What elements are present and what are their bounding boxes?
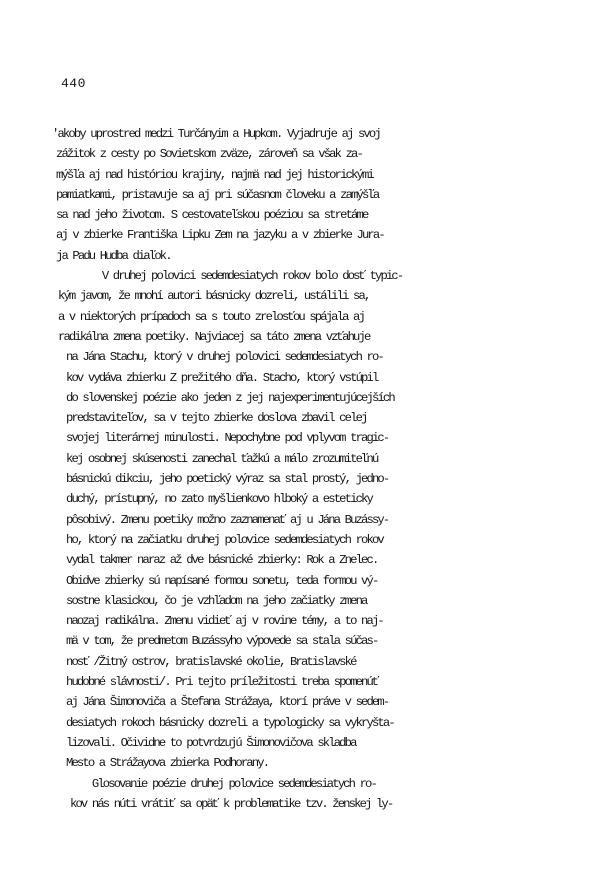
text-line: radikálna zmena poetiky. Najviacej sa táto zmena vzťahuje	[58, 329, 370, 344]
text-line: a v niektorých prípadoch sa s touto zrelosťou spájala aj	[58, 309, 364, 324]
text-line: mä v tom, že predmetom Buzássyho výpovede sa stala súčas-	[66, 634, 378, 649]
text-line: kej osobnej skúsenosti zanechal ťažkú a málo zrozumiteľnú	[66, 451, 378, 466]
text-line: vydal takmer naraz až dve básnické zbierky: Rok a Znelec.	[66, 553, 378, 568]
text-line: zážitok z cesty po Sovietskom zväze, zároveň sa však za-	[56, 147, 362, 162]
text-line: sostne klasickou, čo je vzhľadom na jeho začiatky zmena	[66, 593, 367, 608]
text-line: ja Padu Hudba diaľok.	[56, 248, 171, 263]
text-line: naozaj radikálna. Zmenu vidieť aj v rovine témy, a to naj-	[66, 614, 383, 629]
text-line: svojej literárnej minulosti. Nepochybne pod vplyvom tragic-	[66, 431, 389, 446]
text-line: kov nás núti vrátiť sa opäť k problematike tzv. ženskej ly-	[70, 796, 393, 811]
text-line: mýšľa aj nad históriou krajiny, najmä nad jej historickými	[56, 167, 373, 182]
text-line: duchý, prístupný, no zato myšlienkovo hlboký a esteticky	[66, 492, 372, 507]
text-line: kov vydáva zbierku Z prežitého dňa. Stacho, ktorý vstúpil	[66, 370, 378, 385]
text-line: Mesto a Strážayova zbierka Podhorany.	[66, 756, 269, 771]
text-line: ho, ktorý na začiatku druhej polovice sedemdesiatych rokov	[66, 532, 383, 547]
text-line: lizovali. Očividne to potvrdzujú Šimonovičova skladba	[66, 735, 356, 750]
text-line: hudobné slávnosti/. Pri tejto príležitosti treba spomenúť	[66, 675, 378, 690]
text-line: Glosovanie poézie druhej polovice sedemdesiatych ro-	[70, 776, 376, 791]
text-line: kým javom, že mnohí autori básnicky dozreli, ustálili sa,	[58, 289, 370, 304]
text-line: básnickú dikciu, jeho poetický výraz sa stal prostý, jedno-	[66, 472, 389, 487]
text-line: predstaviteľov, sa v tejto zbierke doslova zbavil celej	[66, 411, 367, 426]
text-line: desiatych rokoch básnicky dozreli a typologicky sa vykryšta-	[66, 715, 394, 730]
text-line: 'akoby uprostred medzi Turčányim a Hupkom. Vyjadruje aj svoj	[52, 127, 380, 141]
text-line: V druhej polovici sedemdesiatych rokov bolo dosť typic-	[80, 269, 403, 284]
page-number: 440	[61, 76, 86, 91]
text-line: nosť /Žitný ostrov, bratislavské okolie, Bratislavské	[66, 654, 356, 669]
text-line: sa nad jeho životom. S cestovateľskou poéziou sa stretáme	[56, 208, 368, 223]
text-line: pamiatkami, pristavuje sa aj pri súčasnom človeku a zamýšľa	[56, 187, 379, 202]
text-line: aj v zbierke Františka Lipku Zem na jazyku a v zbierke Jura-	[56, 228, 384, 243]
body-text	[0, 124, 601, 814]
text-line: pôsobivý. Zmenu poetiky možno zaznamenať aj u Jána Buzássy-	[66, 512, 389, 527]
text-line: do slovenskej poézie ako jeden z jej najexperimentujúcejších	[66, 390, 394, 405]
text-line: Obidve zbierky sú napísané formou sonetu, teda formou vý-	[66, 573, 378, 588]
text-line: aj Jána Šimonoviča a Štefana Strážaya, ktorí práve v sedem-	[66, 695, 389, 710]
text-line: na Jána Stachu, ktorý v druhej polovici sedemdesiatych ro-	[66, 350, 383, 365]
